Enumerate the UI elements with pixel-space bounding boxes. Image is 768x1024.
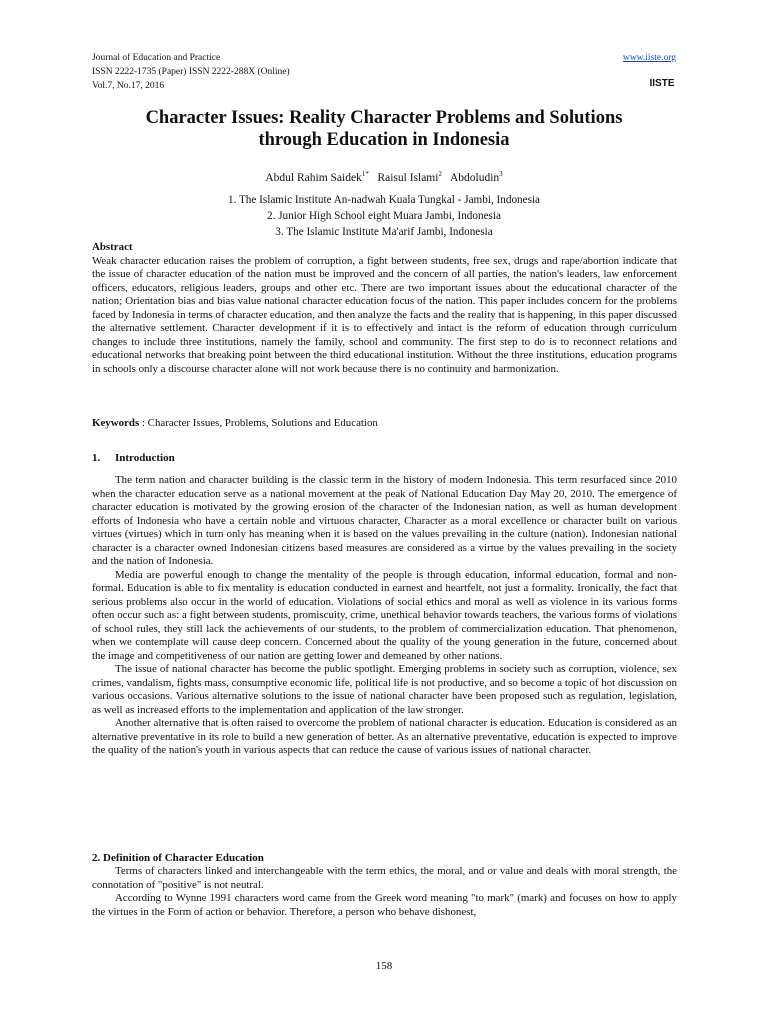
issn-line: ISSN 2222-1735 (Paper) ISSN 2222-288X (Online) [92, 67, 290, 77]
affiliation-list [92, 192, 676, 240]
abstract-section [92, 241, 677, 376]
title-line-2: through Education in Indonesia [258, 130, 510, 150]
author-mark: 3 [499, 170, 503, 179]
paragraph: According to Wynne 1991 characters word came from the Greek word meaning "to mark" (mark) and focuses on how to apply the virtues in the Form of action or behavior. Therefore, a person who behave dishonest, [92, 892, 677, 918]
title-line-1: Character Issues: Reality Character Problems and Solutions [145, 108, 623, 128]
introduction-body [92, 474, 677, 758]
abstract-heading: Abstract [92, 241, 133, 253]
keywords-line [92, 417, 677, 431]
paragraph: The issue of national character has become the public spotlight. Emerging problems in society such as corruption, violence, sex crimes, vandalism, fights mass, consumptive economic life, political life is not productive, and so become a topic of hot discussion on various occasions. Various alternative solutions to the issue of national character have been proposed such as regulation, legislation, as well as increased efforts to the implementation and application of the law stronger. [92, 663, 677, 716]
journal-header-right [623, 51, 676, 97]
paragraph: The term nation and character building is the classic term in the history of modern Indonesia. This term resurfaced since 2010 when the character education serve as a national movement at the peak of National Education Day May 20, 2010. The emergence of character education is motivated by the growing erosion of the character of the Indonesian nation, as well as human development efforts of Indonesia who have a certain noble and virtuous character, Character as a moral excellence or character built on various virtues (virtues) which in turn only has meaning when it is based on the values prevailing in the culture (nation). Indonesian national character is a character owned Indonesian citizens based measures are considered as a virtue by the values prevailing in the society and the nation of Indonesia. [92, 474, 677, 567]
author-name: Abdul Rahim Saidek [265, 172, 362, 184]
affiliation: 1. The Islamic Institute An-nadwah Kuala Tungkal - Jambi, Indonesia [227, 194, 541, 206]
author-name: Raisul Islami [377, 172, 439, 184]
section-number: 1. [92, 452, 101, 464]
logo-text: IISTE [649, 78, 675, 89]
author-mark: 1* [361, 170, 369, 179]
section-heading-definition: 2. Definition of Character Education [92, 852, 264, 864]
paper-title [92, 107, 676, 151]
paragraph: Media are powerful enough to change the mentality of the people is through education, informal education, formal and non-formal. Education is able to fix mentality is education conducted in earnest and heartfelt, not just a formality. Ironically, the fact that serious problems also occur in the world of education. Violations of social ethics and moral as well as violence in its various forms often occur such as: a fight between students, promiscuity, crime, unethical behavior towards teachers, the various forms of violations of school rules, they still lack the achievements of our students, to the problem of commercialization education. That phenomenon, when we contemplate will cause deep concern. Concerned about the quality of the young generation in the future, concerned about the image and competitiveness of our nation are getting lower and demeaned by other nations. [92, 568, 677, 662]
author-name: Abdoludin [449, 172, 500, 184]
abstract-text: Weak character education raises the problem of corruption, a fight between students, free sex, drugs and rape/abortion indicate that the issue of character education of the nation must be improved and the concern of all parties, the nation's leaders, law enforcement officers, educators, religious leaders, groups and other etc. There are two important issues about the educational character of the nation; Orientation bias and bias value national character education focus of the nation. This paper includes concern for the problems faced by Indonesia in terms of character education, and then analyze the facts and the reality that is happening, in this paper discussed the alternative settlement. Character development if it is to effectively and intact is the reform of education through curriculum changes to include three institutions, namely the family, school and community. The first step to do is to reconnect relations and educational networks that breaking point between the third educational institution. Without the three institutions, education programs in schools only a discourse character alone will not work because there is no continuity and harmonization. [92, 254, 677, 375]
affiliation: 3. The Islamic Institute Ma'arif Jambi, Indonesia [275, 226, 493, 238]
affiliation: 2. Junior High School eight Muara Jambi, Indonesia [267, 210, 501, 222]
iiste-logo-icon [648, 68, 676, 92]
section-title: Introduction [115, 452, 175, 464]
page-number: 158 [375, 960, 393, 972]
section-heading-introduction [92, 452, 175, 464]
volume-line: Vol.7, No.17, 2016 [92, 81, 165, 91]
keywords-text: : Character Issues, Problems, Solutions and Education [139, 417, 378, 429]
author-mark: 2 [438, 170, 442, 179]
paragraph: Another alternative that is often raised to overcome the problem of national character is education. Education is considered as an alternative preventative in its role to build a new generation of better. As an alternative preventative, education is expected to improve the quality of the nation's youth in various aspects that can reduce the cause of various issues of national character. [92, 717, 677, 756]
journal-header [92, 51, 290, 93]
definition-body [92, 865, 677, 919]
journal-name: Journal of Education and Practice [92, 53, 221, 63]
keywords-label: Keywords [92, 417, 140, 429]
paragraph: Terms of characters linked and interchangeable with the term ethics, the moral, and or value and deals with moral strength, the connotation of "positive" is not neutral. [92, 865, 677, 891]
website-link[interactable]: www.iiste.org [622, 53, 676, 63]
author-list [92, 172, 676, 184]
